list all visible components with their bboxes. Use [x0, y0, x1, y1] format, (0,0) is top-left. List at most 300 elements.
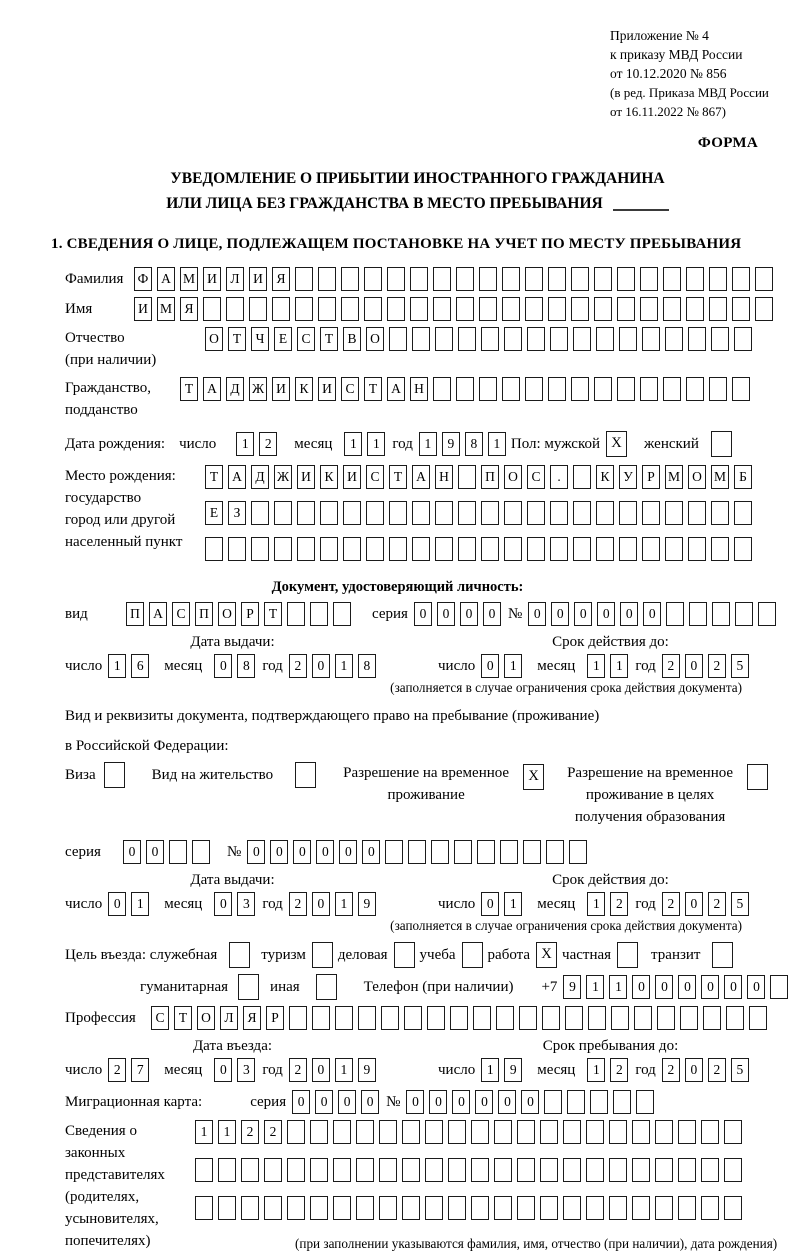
char-box[interactable]	[527, 327, 545, 351]
char-box[interactable]	[666, 602, 684, 626]
char-box[interactable]: 0	[361, 1090, 379, 1114]
char-box[interactable]	[366, 501, 384, 525]
char-box[interactable]	[665, 327, 683, 351]
char-box[interactable]	[724, 1158, 742, 1182]
char-box[interactable]	[542, 1006, 560, 1030]
char-box[interactable]	[504, 327, 522, 351]
char-box[interactable]	[297, 501, 315, 525]
char-box[interactable]: 2	[708, 1058, 726, 1082]
char-box[interactable]	[732, 267, 750, 291]
char-box[interactable]	[573, 537, 591, 561]
business-checkbox[interactable]	[394, 942, 415, 968]
char-box[interactable]	[205, 537, 223, 561]
char-box[interactable]: 0	[406, 1090, 424, 1114]
char-box[interactable]: Ж	[274, 465, 292, 489]
char-box[interactable]	[609, 1196, 627, 1220]
char-box[interactable]: С	[151, 1006, 169, 1030]
char-box[interactable]	[709, 297, 727, 321]
char-box[interactable]	[770, 975, 788, 999]
char-box[interactable]	[711, 537, 729, 561]
char-box[interactable]	[385, 840, 403, 864]
char-box[interactable]: 0	[123, 840, 141, 864]
char-box[interactable]: 0	[724, 975, 742, 999]
char-box[interactable]	[726, 1006, 744, 1030]
char-box[interactable]	[228, 537, 246, 561]
char-box[interactable]: 0	[498, 1090, 516, 1114]
char-box[interactable]: Д	[226, 377, 244, 401]
char-box[interactable]	[379, 1158, 397, 1182]
char-box[interactable]	[540, 1120, 558, 1144]
char-box[interactable]: 0	[685, 1058, 703, 1082]
char-box[interactable]: 2	[264, 1120, 282, 1144]
char-box[interactable]: 1	[236, 432, 254, 456]
char-box[interactable]	[251, 501, 269, 525]
char-box[interactable]	[458, 327, 476, 351]
char-box[interactable]	[663, 297, 681, 321]
char-box[interactable]: Я	[180, 297, 198, 321]
char-box[interactable]: 9	[358, 892, 376, 916]
char-box[interactable]	[712, 602, 730, 626]
char-box[interactable]: И	[318, 377, 336, 401]
char-box[interactable]	[435, 537, 453, 561]
char-box[interactable]: Б	[734, 465, 752, 489]
char-box[interactable]: 0	[460, 602, 478, 626]
char-box[interactable]	[289, 1006, 307, 1030]
char-box[interactable]	[412, 501, 430, 525]
char-box[interactable]	[689, 602, 707, 626]
char-box[interactable]: 0	[312, 654, 330, 678]
char-box[interactable]	[617, 267, 635, 291]
char-box[interactable]	[494, 1120, 512, 1144]
char-box[interactable]: 1	[367, 432, 385, 456]
char-box[interactable]: С	[297, 327, 315, 351]
char-box[interactable]	[517, 1120, 535, 1144]
rvp-edu-checkbox[interactable]	[747, 764, 768, 790]
char-box[interactable]	[358, 1006, 376, 1030]
char-box[interactable]	[433, 267, 451, 291]
char-box[interactable]	[548, 267, 566, 291]
char-box[interactable]	[456, 267, 474, 291]
char-box[interactable]	[310, 1158, 328, 1182]
char-box[interactable]: 0	[338, 1090, 356, 1114]
char-box[interactable]	[356, 1120, 374, 1144]
char-box[interactable]	[724, 1196, 742, 1220]
char-box[interactable]	[548, 297, 566, 321]
char-box[interactable]: 0	[521, 1090, 539, 1114]
char-box[interactable]	[517, 1196, 535, 1220]
char-box[interactable]	[544, 1090, 562, 1114]
char-box[interactable]	[636, 1090, 654, 1114]
char-box[interactable]: И	[343, 465, 361, 489]
char-box[interactable]: 8	[237, 654, 255, 678]
char-box[interactable]	[341, 297, 359, 321]
char-box[interactable]: 0	[655, 975, 673, 999]
char-box[interactable]	[563, 1120, 581, 1144]
char-box[interactable]: Е	[205, 501, 223, 525]
char-box[interactable]	[287, 1158, 305, 1182]
char-box[interactable]	[619, 537, 637, 561]
char-box[interactable]	[379, 1196, 397, 1220]
char-box[interactable]	[192, 840, 210, 864]
char-box[interactable]: 0	[214, 892, 232, 916]
char-box[interactable]: 0	[475, 1090, 493, 1114]
char-box[interactable]	[389, 327, 407, 351]
char-box[interactable]	[318, 267, 336, 291]
char-box[interactable]: Н	[435, 465, 453, 489]
char-box[interactable]	[295, 267, 313, 291]
char-box[interactable]: 1	[587, 1058, 605, 1082]
char-box[interactable]: 0	[270, 840, 288, 864]
char-box[interactable]	[563, 1196, 581, 1220]
char-box[interactable]	[427, 1006, 445, 1030]
char-box[interactable]	[218, 1196, 236, 1220]
char-box[interactable]	[341, 267, 359, 291]
char-box[interactable]: Р	[266, 1006, 284, 1030]
char-box[interactable]	[477, 840, 495, 864]
char-box[interactable]	[387, 297, 405, 321]
char-box[interactable]: 0	[551, 602, 569, 626]
char-box[interactable]	[686, 377, 704, 401]
char-box[interactable]	[479, 267, 497, 291]
char-box[interactable]	[703, 1006, 721, 1030]
char-box[interactable]: 6	[131, 654, 149, 678]
char-box[interactable]	[594, 297, 612, 321]
char-box[interactable]: 8	[358, 654, 376, 678]
char-box[interactable]	[655, 1158, 673, 1182]
char-box[interactable]	[755, 297, 773, 321]
char-box[interactable]	[565, 1006, 583, 1030]
char-box[interactable]	[594, 377, 612, 401]
char-box[interactable]: И	[249, 267, 267, 291]
char-box[interactable]	[617, 377, 635, 401]
char-box[interactable]: 2	[610, 892, 628, 916]
char-box[interactable]: 1	[587, 892, 605, 916]
char-box[interactable]	[709, 377, 727, 401]
char-box[interactable]	[312, 1006, 330, 1030]
char-box[interactable]	[343, 537, 361, 561]
char-box[interactable]	[412, 537, 430, 561]
char-box[interactable]: 0	[414, 602, 432, 626]
char-box[interactable]	[408, 840, 426, 864]
char-box[interactable]: 1	[335, 1058, 353, 1082]
char-box[interactable]	[504, 501, 522, 525]
study-checkbox[interactable]	[462, 942, 483, 968]
char-box[interactable]	[471, 1120, 489, 1144]
char-box[interactable]	[251, 537, 269, 561]
char-box[interactable]	[755, 267, 773, 291]
char-box[interactable]	[701, 1120, 719, 1144]
char-box[interactable]	[402, 1158, 420, 1182]
char-box[interactable]	[590, 1090, 608, 1114]
char-box[interactable]	[333, 1120, 351, 1144]
char-box[interactable]: Р	[241, 602, 259, 626]
char-box[interactable]	[431, 840, 449, 864]
female-checkbox[interactable]	[711, 431, 732, 457]
char-box[interactable]	[734, 327, 752, 351]
char-box[interactable]	[613, 1090, 631, 1114]
char-box[interactable]: О	[688, 465, 706, 489]
char-box[interactable]: Т	[180, 377, 198, 401]
char-box[interactable]: 1	[504, 892, 522, 916]
char-box[interactable]	[364, 267, 382, 291]
char-box[interactable]	[504, 537, 522, 561]
char-box[interactable]: И	[272, 377, 290, 401]
char-box[interactable]	[226, 297, 244, 321]
char-box[interactable]	[563, 1158, 581, 1182]
char-box[interactable]: 5	[731, 892, 749, 916]
char-box[interactable]	[458, 537, 476, 561]
char-box[interactable]: 0	[362, 840, 380, 864]
char-box[interactable]: М	[157, 297, 175, 321]
char-box[interactable]: 0	[574, 602, 592, 626]
char-box[interactable]: 1	[609, 975, 627, 999]
char-box[interactable]: М	[665, 465, 683, 489]
char-box[interactable]: 2	[610, 1058, 628, 1082]
char-box[interactable]	[525, 377, 543, 401]
char-box[interactable]	[678, 1158, 696, 1182]
private-checkbox[interactable]	[617, 942, 638, 968]
char-box[interactable]	[540, 1158, 558, 1182]
char-box[interactable]: 2	[662, 1058, 680, 1082]
char-box[interactable]	[642, 501, 660, 525]
char-box[interactable]	[678, 1196, 696, 1220]
char-box[interactable]	[241, 1196, 259, 1220]
char-box[interactable]: К	[320, 465, 338, 489]
char-box[interactable]	[642, 327, 660, 351]
char-box[interactable]: 2	[259, 432, 277, 456]
char-box[interactable]: Т	[174, 1006, 192, 1030]
char-box[interactable]	[571, 377, 589, 401]
char-box[interactable]	[333, 602, 351, 626]
char-box[interactable]: 0	[315, 1090, 333, 1114]
char-box[interactable]	[573, 327, 591, 351]
char-box[interactable]	[494, 1158, 512, 1182]
char-box[interactable]: 0	[483, 602, 501, 626]
char-box[interactable]	[195, 1196, 213, 1220]
char-box[interactable]	[389, 501, 407, 525]
residence-permit-checkbox[interactable]	[295, 762, 316, 788]
char-box[interactable]: Т	[205, 465, 223, 489]
char-box[interactable]: 2	[289, 654, 307, 678]
char-box[interactable]: 2	[289, 892, 307, 916]
char-box[interactable]	[688, 501, 706, 525]
char-box[interactable]	[448, 1158, 466, 1182]
char-box[interactable]	[454, 840, 472, 864]
char-box[interactable]	[435, 501, 453, 525]
char-box[interactable]	[619, 327, 637, 351]
char-box[interactable]: 2	[108, 1058, 126, 1082]
char-box[interactable]: 2	[708, 654, 726, 678]
char-box[interactable]	[663, 267, 681, 291]
char-box[interactable]: 0	[481, 892, 499, 916]
char-box[interactable]	[657, 1006, 675, 1030]
char-box[interactable]	[435, 327, 453, 351]
char-box[interactable]	[272, 297, 290, 321]
char-box[interactable]	[496, 1006, 514, 1030]
char-box[interactable]	[425, 1196, 443, 1220]
char-box[interactable]	[456, 377, 474, 401]
transit-checkbox[interactable]	[712, 942, 733, 968]
char-box[interactable]: Ч	[251, 327, 269, 351]
char-box[interactable]: И	[203, 267, 221, 291]
char-box[interactable]: У	[619, 465, 637, 489]
char-box[interactable]	[665, 501, 683, 525]
char-box[interactable]: П	[126, 602, 144, 626]
char-box[interactable]	[481, 501, 499, 525]
char-box[interactable]	[249, 297, 267, 321]
char-box[interactable]	[632, 1158, 650, 1182]
char-box[interactable]: 1	[481, 1058, 499, 1082]
char-box[interactable]	[402, 1120, 420, 1144]
char-box[interactable]	[609, 1120, 627, 1144]
char-box[interactable]: О	[218, 602, 236, 626]
char-box[interactable]	[448, 1196, 466, 1220]
char-box[interactable]: 2	[708, 892, 726, 916]
char-box[interactable]	[546, 840, 564, 864]
char-box[interactable]: 0	[437, 602, 455, 626]
char-box[interactable]: 0	[214, 654, 232, 678]
char-box[interactable]: .	[550, 465, 568, 489]
char-box[interactable]	[586, 1196, 604, 1220]
char-box[interactable]	[433, 297, 451, 321]
humanitarian-checkbox[interactable]	[238, 974, 259, 1000]
char-box[interactable]	[412, 327, 430, 351]
char-box[interactable]	[550, 501, 568, 525]
char-box[interactable]: 1	[335, 654, 353, 678]
char-box[interactable]	[596, 501, 614, 525]
char-box[interactable]: З	[228, 501, 246, 525]
char-box[interactable]	[356, 1158, 374, 1182]
char-box[interactable]: П	[481, 465, 499, 489]
char-box[interactable]	[711, 327, 729, 351]
char-box[interactable]	[310, 602, 328, 626]
char-box[interactable]: 0	[620, 602, 638, 626]
char-box[interactable]: 0	[429, 1090, 447, 1114]
char-box[interactable]	[287, 602, 305, 626]
char-box[interactable]	[732, 297, 750, 321]
char-box[interactable]	[586, 1158, 604, 1182]
char-box[interactable]	[525, 297, 543, 321]
char-box[interactable]: 1	[586, 975, 604, 999]
char-box[interactable]	[169, 840, 187, 864]
char-box[interactable]	[758, 602, 776, 626]
char-box[interactable]: В	[343, 327, 361, 351]
char-box[interactable]: К	[295, 377, 313, 401]
char-box[interactable]	[665, 537, 683, 561]
char-box[interactable]	[749, 1006, 767, 1030]
char-box[interactable]	[519, 1006, 537, 1030]
char-box[interactable]: Л	[226, 267, 244, 291]
char-box[interactable]: 0	[678, 975, 696, 999]
char-box[interactable]	[410, 267, 428, 291]
char-box[interactable]	[525, 267, 543, 291]
char-box[interactable]: П	[195, 602, 213, 626]
char-box[interactable]: О	[366, 327, 384, 351]
char-box[interactable]: 1	[587, 654, 605, 678]
char-box[interactable]	[734, 501, 752, 525]
char-box[interactable]: Д	[251, 465, 269, 489]
char-box[interactable]	[523, 840, 541, 864]
char-box[interactable]: И	[297, 465, 315, 489]
char-box[interactable]: 0	[316, 840, 334, 864]
char-box[interactable]	[264, 1158, 282, 1182]
char-box[interactable]: 7	[131, 1058, 149, 1082]
char-box[interactable]	[203, 297, 221, 321]
char-box[interactable]	[500, 840, 518, 864]
char-box[interactable]	[218, 1158, 236, 1182]
char-box[interactable]	[701, 1196, 719, 1220]
char-box[interactable]	[502, 267, 520, 291]
char-box[interactable]: А	[157, 267, 175, 291]
char-box[interactable]	[569, 840, 587, 864]
other-checkbox[interactable]	[316, 974, 337, 1000]
char-box[interactable]: 1	[131, 892, 149, 916]
char-box[interactable]: 2	[241, 1120, 259, 1144]
char-box[interactable]: Я	[272, 267, 290, 291]
char-box[interactable]	[617, 297, 635, 321]
char-box[interactable]: 9	[563, 975, 581, 999]
char-box[interactable]	[502, 297, 520, 321]
char-box[interactable]	[711, 501, 729, 525]
char-box[interactable]: 1	[344, 432, 362, 456]
char-box[interactable]	[295, 297, 313, 321]
char-box[interactable]: 0	[247, 840, 265, 864]
char-box[interactable]	[458, 465, 476, 489]
char-box[interactable]	[333, 1158, 351, 1182]
char-box[interactable]	[640, 297, 658, 321]
char-box[interactable]	[310, 1196, 328, 1220]
char-box[interactable]	[594, 267, 612, 291]
char-box[interactable]: 0	[481, 654, 499, 678]
char-box[interactable]: 0	[701, 975, 719, 999]
tourism-checkbox[interactable]	[312, 942, 333, 968]
char-box[interactable]	[433, 377, 451, 401]
rvp-checkbox[interactable]: X	[523, 764, 544, 790]
char-box[interactable]	[611, 1006, 629, 1030]
char-box[interactable]	[310, 1120, 328, 1144]
char-box[interactable]	[297, 537, 315, 561]
char-box[interactable]	[640, 267, 658, 291]
char-box[interactable]	[686, 267, 704, 291]
char-box[interactable]: С	[341, 377, 359, 401]
char-box[interactable]	[527, 501, 545, 525]
visa-checkbox[interactable]	[104, 762, 125, 788]
char-box[interactable]: М	[711, 465, 729, 489]
char-box[interactable]: О	[197, 1006, 215, 1030]
char-box[interactable]: 1	[488, 432, 506, 456]
char-box[interactable]	[596, 537, 614, 561]
char-box[interactable]: 9	[442, 432, 460, 456]
char-box[interactable]	[274, 501, 292, 525]
char-box[interactable]: О	[205, 327, 223, 351]
char-box[interactable]: Ж	[249, 377, 267, 401]
char-box[interactable]	[381, 1006, 399, 1030]
char-box[interactable]: С	[172, 602, 190, 626]
char-box[interactable]: О	[504, 465, 522, 489]
char-box[interactable]: 1	[108, 654, 126, 678]
char-box[interactable]	[481, 327, 499, 351]
char-box[interactable]	[609, 1158, 627, 1182]
char-box[interactable]: 0	[685, 654, 703, 678]
char-box[interactable]: Т	[320, 327, 338, 351]
char-box[interactable]: А	[203, 377, 221, 401]
official-checkbox[interactable]	[229, 942, 250, 968]
char-box[interactable]: 8	[465, 432, 483, 456]
char-box[interactable]	[573, 501, 591, 525]
char-box[interactable]: 9	[358, 1058, 376, 1082]
char-box[interactable]: 0	[528, 602, 546, 626]
char-box[interactable]	[527, 537, 545, 561]
